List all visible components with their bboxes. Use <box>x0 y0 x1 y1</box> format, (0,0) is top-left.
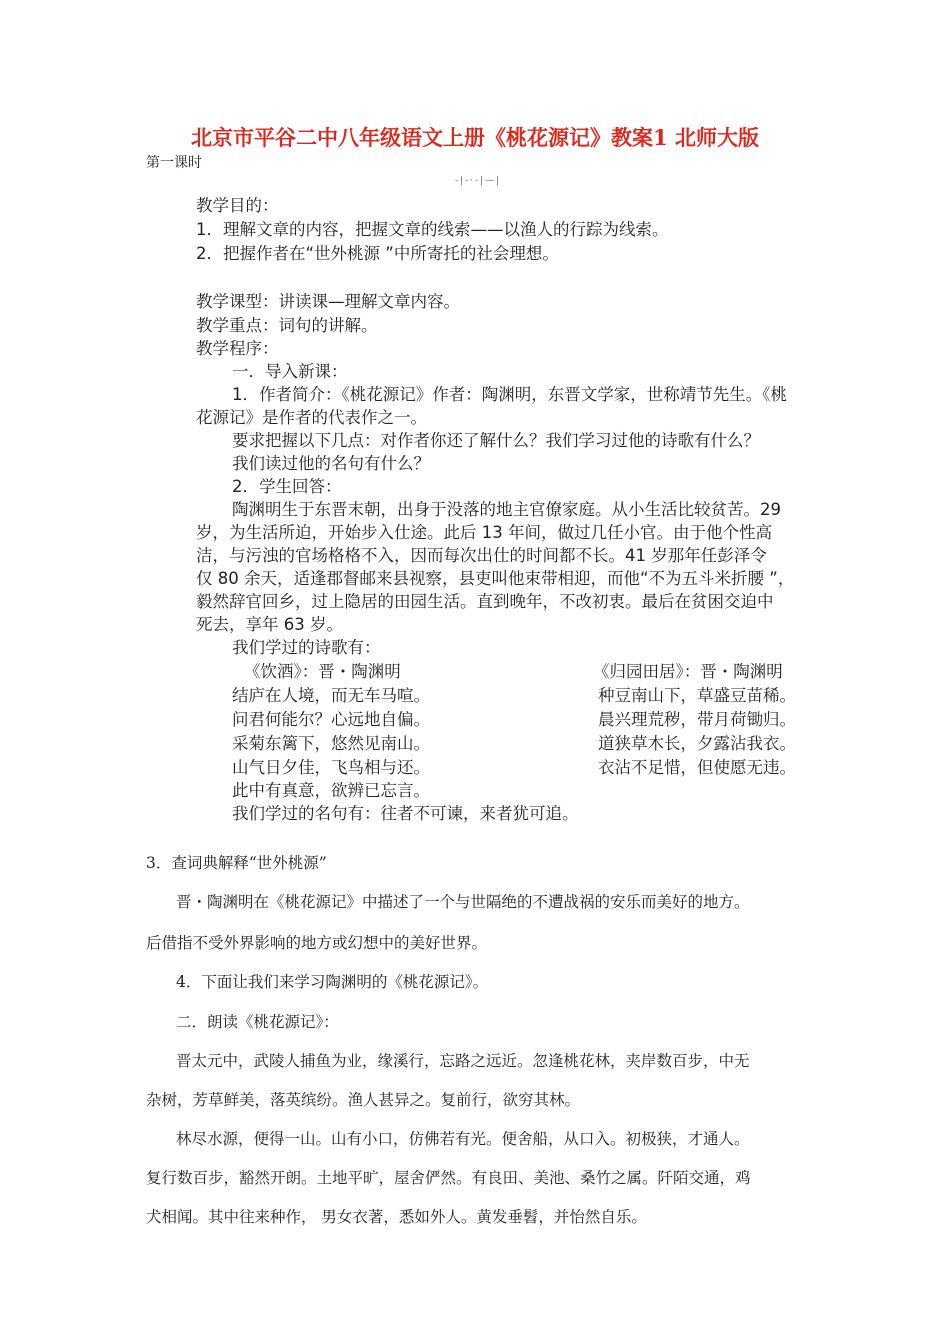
poem-1-line: 结庐在人境，而无车马喧。 <box>232 686 430 705</box>
item-3-heading: 3．查词典解释“世外桃源” <box>146 854 327 872</box>
author-intro-line-1: 1．作者简介：《桃花源记》作者：陶渊明，东晋文学家，世称靖节先生。《桃 <box>232 385 787 404</box>
requirement-line-2: 我们读过他的名句有什么？ <box>232 454 430 473</box>
text-line: 复行数百步，豁然开朗。土地平旷，屋舍俨然。有良田、美池、桑竹之属。阡陌交通，鸡 <box>146 1169 751 1187</box>
text-line: 犬相闻。其中往来种作， 男女衣著，悉如外人。黄发垂髫，并怡然自乐。 <box>146 1208 647 1226</box>
text-line: 杂树，芳草鲜美，落英缤纷。渔人甚异之。复前行，欲穷其林。 <box>146 1091 581 1109</box>
procedure-heading: 教学程序： <box>196 339 279 358</box>
bio-line: 岁，为生活所迫，开始步入仕途。此后 13 年间，做过几任小官。由于他个性高 <box>196 523 772 542</box>
poem-1-title: 《饮酒》：晋・陶渊明 <box>244 662 401 681</box>
bio-line: 陶渊明生于东晋末朝，出身于没落的地主官僚家庭。从小生活比较贫苦。29 <box>232 500 781 519</box>
text-line: 林尽水源，便得一山。山有小口，仿佛若有光。便舍船，从口入。初极狭，才通人。 <box>176 1130 750 1148</box>
scan-artifact: -|-·-|—| <box>455 176 502 186</box>
key-point: 教学重点：词句的讲解。 <box>196 316 378 335</box>
bio-line: 死去，享年 63 岁。 <box>196 615 343 634</box>
poem-2-title: 《归园田居》：晋・陶渊明 <box>593 662 783 681</box>
poem-1-line: 问君何能尔？心远地自偏。 <box>232 710 430 729</box>
poems-heading: 我们学过的诗歌有： <box>232 638 381 657</box>
item-3-body-line-1: 晋・陶渊明在《桃花源记》中描述了一个与世隔绝的不遭战祸的安乐而美好的地方。 <box>176 893 750 911</box>
poem-2-line: 晨兴理荒秽，带月荷锄归。 <box>598 710 796 729</box>
course-type: 教学课型：讲读课—理解文章内容。 <box>196 292 460 311</box>
poem-1-line: 此中有真意，欲辨已忘言。 <box>232 781 430 800</box>
poem-1-line: 采菊东篱下，悠然见南山。 <box>232 734 430 753</box>
bio-line: 洁，与污浊的官场格格不入，因而每次出仕的时间都不长。41 岁那年任彭泽令 <box>196 546 767 565</box>
item-4-heading: 4．下面让我们来学习陶渊明的《桃花源记》。 <box>176 973 489 991</box>
goals-heading: 教学目的： <box>196 196 279 215</box>
answer-heading: 2．学生回答： <box>232 477 342 496</box>
intro-heading: 一．导入新课： <box>232 362 348 381</box>
poem-2-line: 道狭草木长，夕露沾我衣。 <box>598 734 796 753</box>
poem-1-line: 山气日夕佳，飞鸟相与还。 <box>232 758 430 777</box>
lesson-label: 第一课时 <box>146 155 202 171</box>
poem-2-line: 种豆南山下，草盛豆苗稀。 <box>598 686 796 705</box>
quotes-line: 我们学过的名句有：往者不可谏，来者犹可追。 <box>232 804 579 823</box>
bio-line: 毅然辞官回乡，过上隐居的田园生活。直到晚年，不改初衷。最后在贫困交迫中 <box>196 592 774 611</box>
poem-2-line: 衣沾不足惜，但使愿无违。 <box>598 758 796 777</box>
goal-1: 1．理解文章的内容，把握文章的线索——以渔人的行踪为线索。 <box>196 220 669 239</box>
page-title: 北京市平谷二中八年级语文上册《桃花源记》教案1 北师大版 <box>191 125 759 150</box>
part-2-heading: 二．朗读《桃花源记》： <box>176 1013 339 1031</box>
requirement-line-1: 要求把握以下几点：对作者你还了解什么？我们学习过他的诗歌有什么？ <box>232 431 760 450</box>
item-3-body-line-2: 后借指不受外界影响的地方或幻想中的美好世界。 <box>146 934 488 952</box>
author-intro-line-2: 花源记》是作者的代表作之一。 <box>196 408 427 427</box>
text-line: 晋太元中，武陵人捕鱼为业，缘溪行，忘路之远近。忽逢桃花林，夹岸数百步，中无 <box>176 1052 750 1070</box>
goal-2: 2．把握作者在“世外桃源 ”中所寄托的社会理想。 <box>196 244 559 263</box>
bio-line: 仅 80 余天，适逢郡督邮来县视察，县吏叫他束带相迎，而他“不为五斗米折腰 ”， <box>196 569 795 588</box>
